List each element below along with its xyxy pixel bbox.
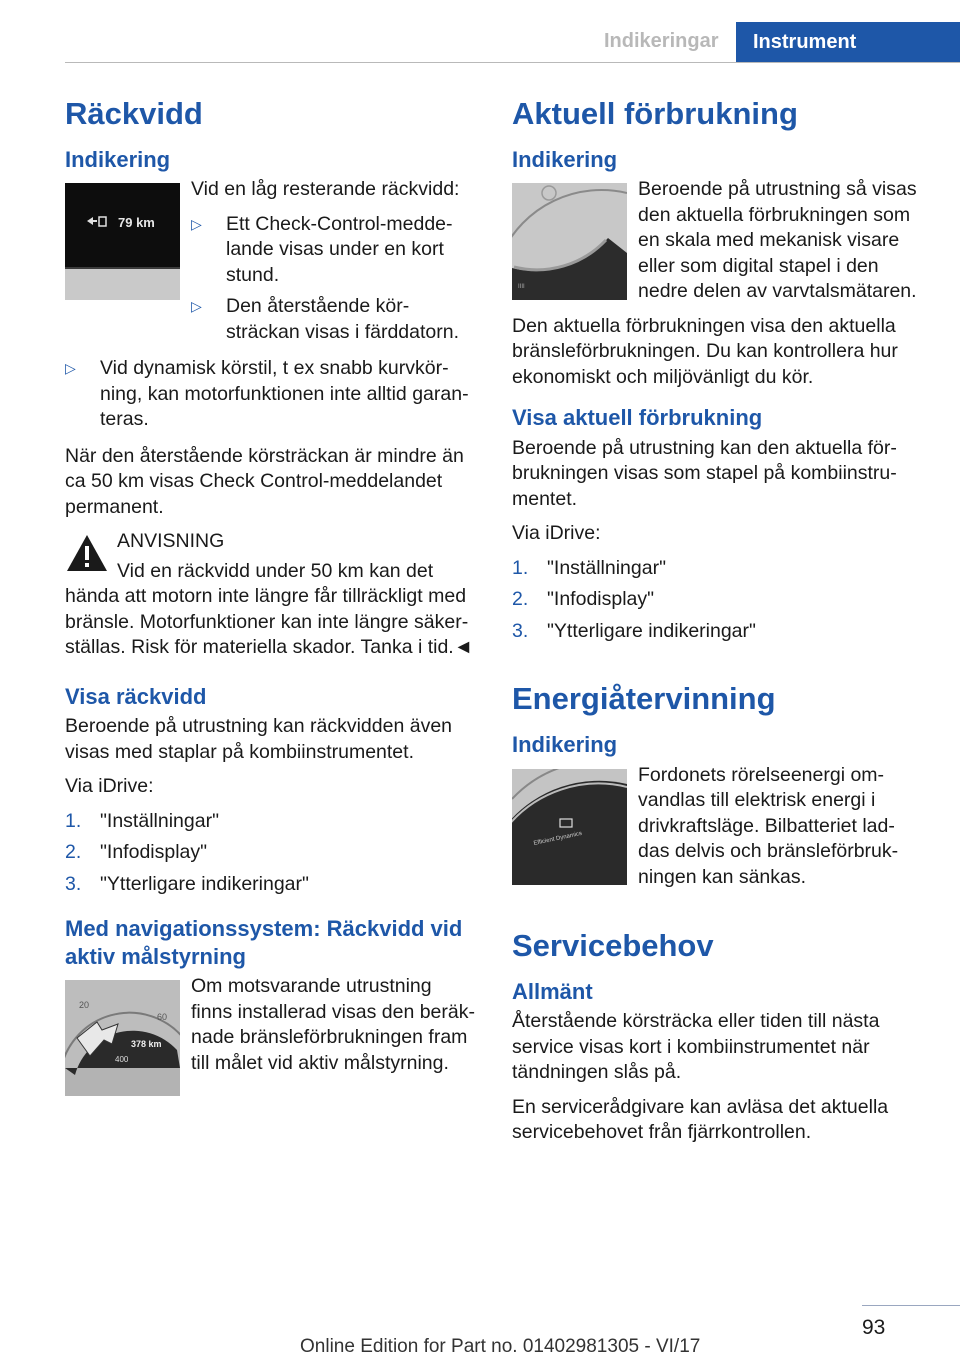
energy-recovery-image	[512, 769, 627, 885]
subheading-indikering-energy: Indikering	[512, 732, 618, 757]
navigation-text: Om motsvarande utrustning finns installerad visas den beräk-nade bränsleförbrukningen fram till målet vid aktiv målstyrning.	[191, 975, 475, 1074]
list-item: ▷ Den återstående kör-sträckan visas i färddatorn.	[191, 295, 460, 343]
list-item: 1. "Inställningar"	[65, 809, 219, 832]
energy-text: Fordonets rörelseenergi om-vandlas till elektrisk energi i drivkraftsläge. Bilbatteriet lad-das delvis och bränsleförbruk-ningen kan sänkas.	[638, 763, 899, 888]
idrive-steps-right	[512, 556, 924, 645]
consumption-para2: Den aktuella förbrukningen visa den aktuella bränsleförbrukningen. Du kan kontrollera hur ekonomiskt och miljövänligt du kör.	[512, 314, 898, 388]
gauge-scale-400: 400	[115, 1055, 129, 1065]
dynamic-list	[65, 356, 477, 433]
paragraph-50km: När den återstående körsträckan är mindre än ca 50 km visas Check Control-meddelandet permanent.	[65, 444, 464, 518]
left-column	[65, 95, 477, 1102]
subheading-allmant: Allmänt	[512, 978, 593, 1004]
header-tab-indikeringar: Indikeringar	[604, 30, 719, 52]
idrive-steps-left	[65, 809, 477, 898]
list-item: ▷ Vid dynamisk körstil, t ex snabb kurvkör-ning, kan motorfunktionen inte alltid garan-teras.	[65, 357, 469, 431]
subheading-indikering: Indikering	[65, 146, 171, 172]
footer-rule	[862, 1305, 960, 1306]
note-title: ANVISNING	[117, 530, 225, 553]
list-item: 2. "Infodisplay"	[65, 841, 208, 864]
list-item: 3. "Ytterligare indikeringar"	[65, 872, 309, 895]
service-text-2: En servicerådgivare kan avläsa det aktuella servicebehovet från fjärrkontrollen.	[512, 1095, 889, 1144]
subheading-visa-rackvidd: Visa räckvidd	[65, 683, 207, 709]
range-value-text: 79 km	[118, 215, 155, 231]
service-text-1: Återstående körsträcka eller tiden till nästa service visas kort i kombiinstrumentet när tändningen slås på.	[512, 1010, 880, 1084]
right-column	[512, 95, 924, 1155]
consumption-gauge-image	[512, 183, 627, 300]
note-box	[65, 529, 477, 661]
section-title-servicebehov: Servicebehov	[512, 928, 714, 963]
footer-edition: Online Edition for Part no. 01402981305 - VI/17	[300, 1336, 701, 1357]
consumption-indication-text: Beroende på utrustning så visas den aktuella förbrukningen som en skala med mekanisk visare eller som digital stapel i den nedre delen av varvtalsmätaren.	[638, 178, 917, 303]
show-consumption-text: Beroende på utrustning kan den aktuella för-brukningen visas som stapel på kombiinstru-mentet.	[512, 436, 897, 510]
svg-text:60: 60	[157, 1012, 168, 1023]
range-display-image	[65, 183, 180, 300]
list-item: ▷ Ett Check-Control-medde-lande visas under en kort stund.	[191, 212, 453, 286]
subheading-navigation: Med navigationssystem: Räckvidd vid aktiv målstyrning	[65, 916, 463, 969]
page-number: 93	[862, 1316, 886, 1339]
svg-text:20: 20	[79, 1000, 90, 1011]
low-range-intro: Vid en låg resterande räckvidd:	[191, 178, 460, 201]
low-range-list	[191, 212, 477, 346]
note-text: Vid en räckvidd under 50 km kan det hända att motorn inte längre får tillräckligt med bränsle. Motorfunktioner kan inte längre säker-ställas. Risk för materiella skador. Tanka i tid.◄	[65, 559, 474, 659]
show-range-text: Beroende på utrustning kan räckvidden även visas med staplar på kombiinstrumentet.	[65, 715, 453, 763]
list-item: 3. "Ytterligare indikeringar"	[512, 619, 756, 642]
svg-text:Efficient Dynamics: Efficient Dynamics	[533, 830, 583, 847]
via-idrive-left: Via iDrive:	[65, 775, 154, 798]
warning-icon	[65, 533, 109, 573]
section-title-aktuell-forbrukning: Aktuell förbrukning	[512, 96, 798, 131]
navigation-gauge-image	[65, 980, 180, 1096]
header-tab-instrument: Instrument	[736, 22, 960, 63]
gauge-readout: 378 km	[131, 1039, 162, 1050]
list-item: 2. "Infodisplay"	[512, 588, 655, 611]
subheading-visa-aktuell: Visa aktuell förbrukning	[512, 405, 763, 431]
svg-text:IIII: IIII	[518, 284, 525, 291]
via-idrive-right: Via iDrive:	[512, 522, 601, 545]
list-item: 1. "Inställningar"	[512, 556, 666, 579]
section-title-rackvidd: Räckvidd	[65, 96, 203, 131]
section-title-energiatervinning: Energiåtervinning	[512, 681, 776, 717]
header-rule	[65, 62, 960, 63]
subheading-indikering-right: Indikering	[512, 146, 618, 172]
